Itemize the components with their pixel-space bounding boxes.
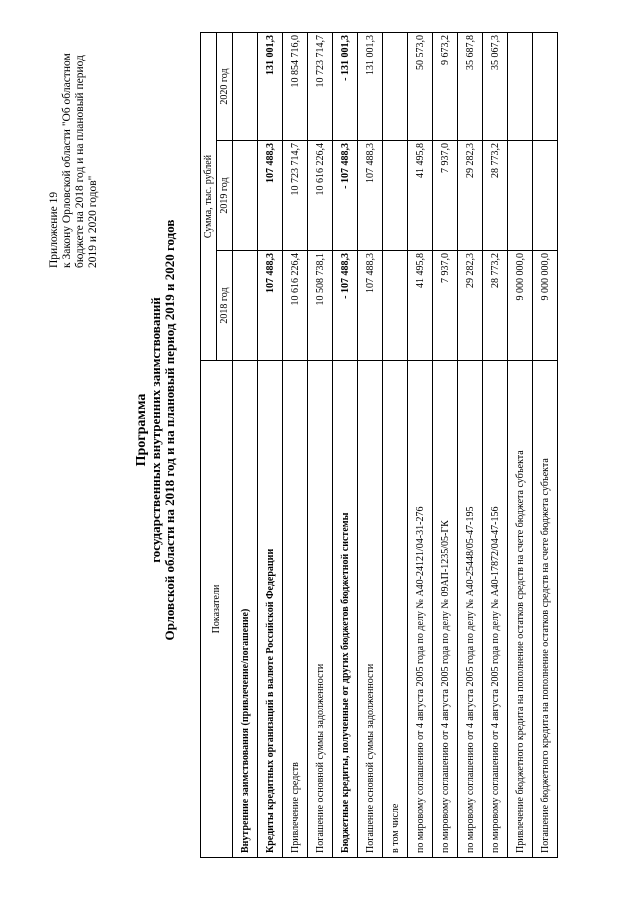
value-cell: 41 495,8 — [408, 251, 433, 361]
row-label: в том числе — [383, 361, 408, 858]
year-header: 2019 год — [217, 141, 233, 251]
row-label: по мировому соглашению от 4 августа 2005 года по делу № А40-24121/04-31-276 — [408, 361, 433, 858]
value-cell: 28 773,2 — [483, 141, 508, 251]
value-cell: - 131 001,3 — [333, 33, 358, 141]
value-cell — [383, 33, 408, 141]
value-cell — [533, 141, 558, 251]
row-label: Бюджетные кредиты, полученные от других бюджетов бюджетной системы — [333, 361, 358, 858]
value-cell: 107 488,3 — [258, 141, 283, 251]
row-label: Погашение бюджетного кредита на пополнение остатков средств на счете бюджета субъекта — [533, 361, 558, 858]
title-line: государственных внутренних заимствований — [148, 297, 163, 563]
table-row — [233, 33, 258, 858]
table-row — [358, 33, 383, 858]
row-label: Внутренние заимствования (привлечение/погашение) — [233, 361, 258, 858]
value-cell: 28 773,2 — [483, 251, 508, 361]
value-cell: 10 723 714,7 — [283, 141, 308, 251]
value-cell — [533, 33, 558, 141]
table-row — [383, 33, 408, 858]
value-cell: 9 673,2 — [433, 33, 458, 141]
title-line: Орловской области на 2018 год и на плановый период 2019 и 2020 годов — [162, 219, 177, 641]
value-cell — [233, 141, 258, 251]
table-row — [483, 33, 508, 858]
value-cell: 131 001,3 — [258, 33, 283, 141]
value-cell: 10 854 716,0 — [283, 33, 308, 141]
value-cell: 107 488,3 — [358, 141, 383, 251]
row-label: по мировому соглашению от 4 августа 2005 года по делу № А40-25448/05-47-195 — [458, 361, 483, 858]
value-cell: 9 000 000,0 — [533, 251, 558, 361]
value-cell: 131 001,3 — [358, 33, 383, 141]
value-cell: 35 067,3 — [483, 33, 508, 141]
value-cell: 7 937,0 — [433, 141, 458, 251]
appendix-note — [48, 33, 100, 268]
row-label: Привлечение средств — [283, 361, 308, 858]
borrowing-table — [200, 33, 558, 858]
table-row — [433, 33, 458, 858]
year-header: 2020 год — [217, 33, 233, 141]
table-row — [333, 33, 358, 858]
table-row — [458, 33, 483, 858]
value-cell — [508, 141, 533, 251]
value-cell — [383, 251, 408, 361]
year-header: 2018 год — [217, 251, 233, 361]
row-label: Погашение основной суммы задолженности — [308, 361, 333, 858]
value-cell: 41 495,8 — [408, 141, 433, 251]
value-cell: 10 616 226,4 — [283, 251, 308, 361]
value-cell: 29 282,3 — [458, 251, 483, 361]
row-label: Погашение основной суммы задолженности — [358, 361, 383, 858]
row-label: по мировому соглашению от 4 августа 2005 года по делу № А40-17872/04-47-156 — [483, 361, 508, 858]
table-row — [258, 33, 283, 858]
value-cell: 7 937,0 — [433, 251, 458, 361]
title-line: Программа — [134, 393, 149, 467]
row-label: по мировому соглашению от 4 августа 2005 года по делу № 09АП-1235/05-ГК — [433, 361, 458, 858]
value-cell: 10 723 714,7 — [308, 33, 333, 141]
indicator-header: Показатели — [201, 361, 233, 858]
value-cell: - 107 488,3 — [333, 141, 358, 251]
row-label: Кредиты кредитных организаций в валюте Российской Федерации — [258, 361, 283, 858]
value-cell: 35 687,8 — [458, 33, 483, 141]
value-cell — [383, 141, 408, 251]
amount-header: Сумма, тыс. рублей — [201, 33, 217, 361]
value-cell — [508, 33, 533, 141]
value-cell: 107 488,3 — [258, 251, 283, 361]
value-cell — [233, 251, 258, 361]
value-cell — [233, 33, 258, 141]
value-cell: 10 508 738,1 — [308, 251, 333, 361]
appendix-line: 2019 и 2020 годов" — [87, 175, 99, 268]
row-label: Привлечение бюджетного кредита на пополнение остатков средств на счете бюджета субъекта — [508, 361, 533, 858]
table-row — [283, 33, 308, 858]
appendix-line: бюджете на 2018 год и на плановый период — [74, 55, 86, 268]
value-cell: - 107 488,3 — [333, 251, 358, 361]
value-cell: 107 488,3 — [358, 251, 383, 361]
value-cell: 9 000 000,0 — [508, 251, 533, 361]
document-title — [135, 120, 177, 740]
table-row — [533, 33, 558, 858]
appendix-line: к Закону Орловской области "Об областном — [61, 53, 73, 268]
appendix-line: Приложение 19 — [48, 191, 60, 268]
value-cell: 29 282,3 — [458, 141, 483, 251]
value-cell: 50 573,0 — [408, 33, 433, 141]
table-row — [308, 33, 333, 858]
document-page — [20, 20, 620, 880]
table-row — [408, 33, 433, 858]
value-cell: 10 616 226,4 — [308, 141, 333, 251]
table-row — [508, 33, 533, 858]
